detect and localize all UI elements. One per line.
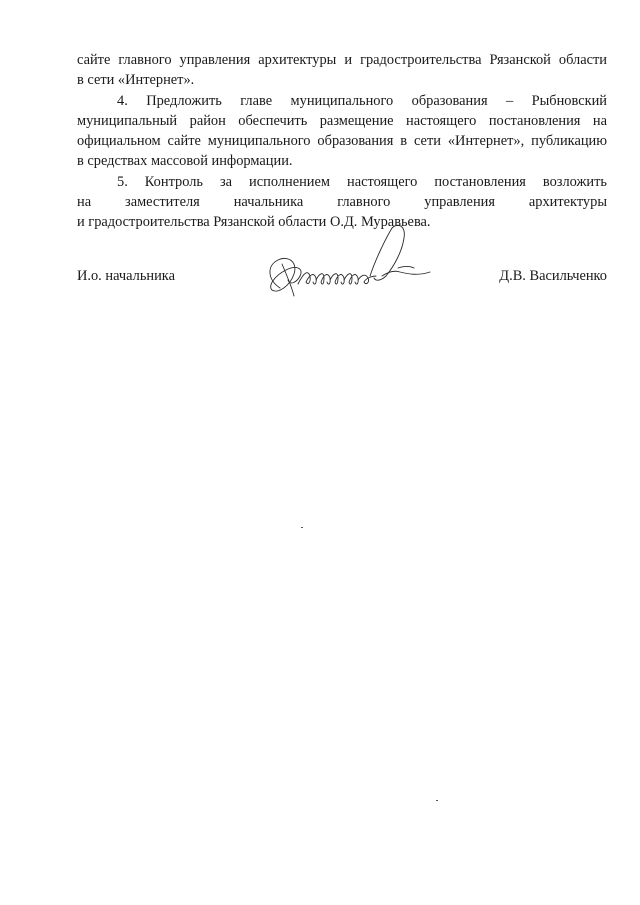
signature-block: [77, 266, 607, 288]
scan-speck: [301, 527, 303, 528]
paragraph-5-line-3: и градостроительства Рязанской области О.Д. Муравьева.: [77, 214, 431, 230]
handwritten-signature: [258, 218, 438, 308]
paragraph-5-line-2: на заместителя начальника главного управления архитектуры: [77, 194, 607, 210]
signatory-name: Д.В. Васильченко: [499, 268, 607, 284]
paragraph-3-line-2: в сети «Интернет».: [77, 72, 195, 88]
paragraph-4-line-4: в средствах массовой информации.: [77, 153, 293, 169]
signatory-title: И.о. начальника: [77, 268, 175, 284]
paragraph-4-line-3: официальном сайте муниципального образования в сети «Интернет», публикацию: [77, 133, 607, 149]
paragraph-4-line-2: муниципальный район обеспечить размещение настоящего постановления на: [77, 113, 607, 129]
paragraph-4-line-1: 4. Предложить главе муниципального образования – Рыбновский: [117, 93, 607, 109]
scan-speck: [436, 800, 438, 801]
paragraph-5-line-1: 5. Контроль за исполнением настоящего постановления возложить: [117, 174, 607, 190]
paragraph-3-line-1: сайте главного управления архитектуры и градостроительства Рязанской области: [77, 52, 607, 68]
